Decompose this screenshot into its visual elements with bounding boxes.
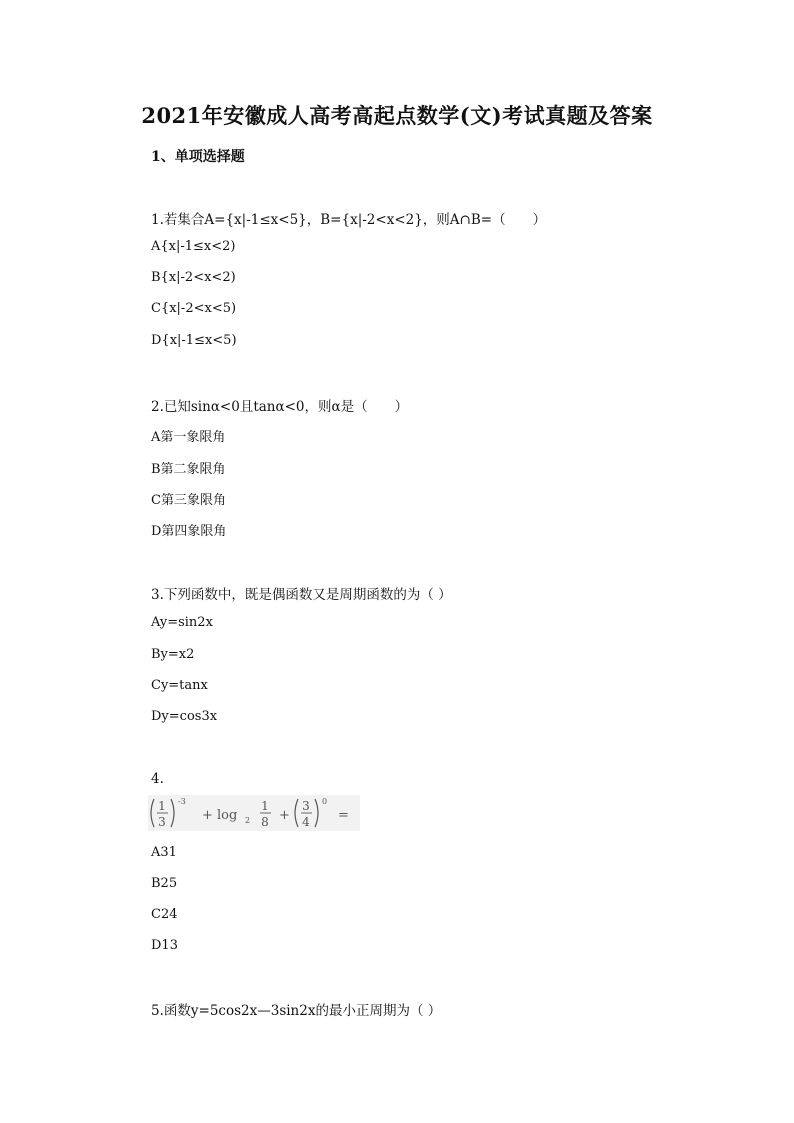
log-base: 2	[245, 816, 251, 825]
question-1-option-a: A{x|-1≤x<2)	[151, 239, 236, 254]
question-1-option-c: C{x|-2<x<5)	[151, 301, 237, 316]
question-1-option-d: D{x|-1≤x<5)	[151, 333, 237, 348]
question-4-formula-image	[148, 795, 360, 831]
question-3-option-c: Cy=tanx	[151, 678, 208, 693]
question-4-option-d: D13	[151, 938, 178, 953]
question-2-option-c: C第三象限角	[151, 493, 226, 508]
frac1-denominator: 3	[158, 815, 166, 829]
section-heading: 1、单项选择题	[151, 149, 245, 165]
frac3-numerator: 3	[302, 799, 310, 813]
plus-sign: +	[279, 808, 290, 823]
frac3-denominator: 4	[302, 815, 310, 829]
question-4-option-a: A31	[151, 845, 177, 860]
frac2-numerator: 1	[261, 799, 269, 813]
frac1-numerator: 1	[158, 799, 166, 813]
question-1-stem: 1.若集合A={x|-1≤x<5}，B={x|-2<x<2}，则A∩B=（ ）	[151, 212, 547, 228]
question-2-option-a: A第一象限角	[151, 430, 226, 445]
equals-sign: =	[338, 808, 349, 823]
question-4-stem: 4.	[151, 771, 164, 787]
question-4-option-c: C24	[151, 907, 178, 922]
exponent-1: -3	[178, 797, 186, 806]
question-2-option-b: B第二象限角	[151, 462, 226, 477]
question-4-option-b: B25	[151, 876, 178, 891]
question-3-option-a: Ay=sin2x	[151, 615, 213, 630]
question-2-stem: 2.已知sinα<0且tanα<0，则α是（ ）	[151, 399, 409, 415]
question-3-option-b: By=x2	[151, 647, 195, 662]
question-3-stem: 3.下列函数中，既是偶函数又是周期函数的为（ ）	[151, 587, 452, 603]
log-term: + log	[202, 808, 238, 823]
document-title: 2021年安徽成人高考高起点数学(文)考试真题及答案	[141, 103, 653, 128]
frac2-denominator: 8	[261, 815, 269, 829]
question-5-stem: 5.函数y=5cos2x—3sin2x的最小正周期为（ ）	[151, 1003, 442, 1019]
question-2-option-d: D第四象限角	[151, 524, 227, 539]
question-1-option-b: B{x|-2<x<2)	[151, 270, 236, 285]
question-3-option-d: Dy=cos3x	[151, 709, 218, 724]
exponent-3: 0	[322, 797, 328, 806]
